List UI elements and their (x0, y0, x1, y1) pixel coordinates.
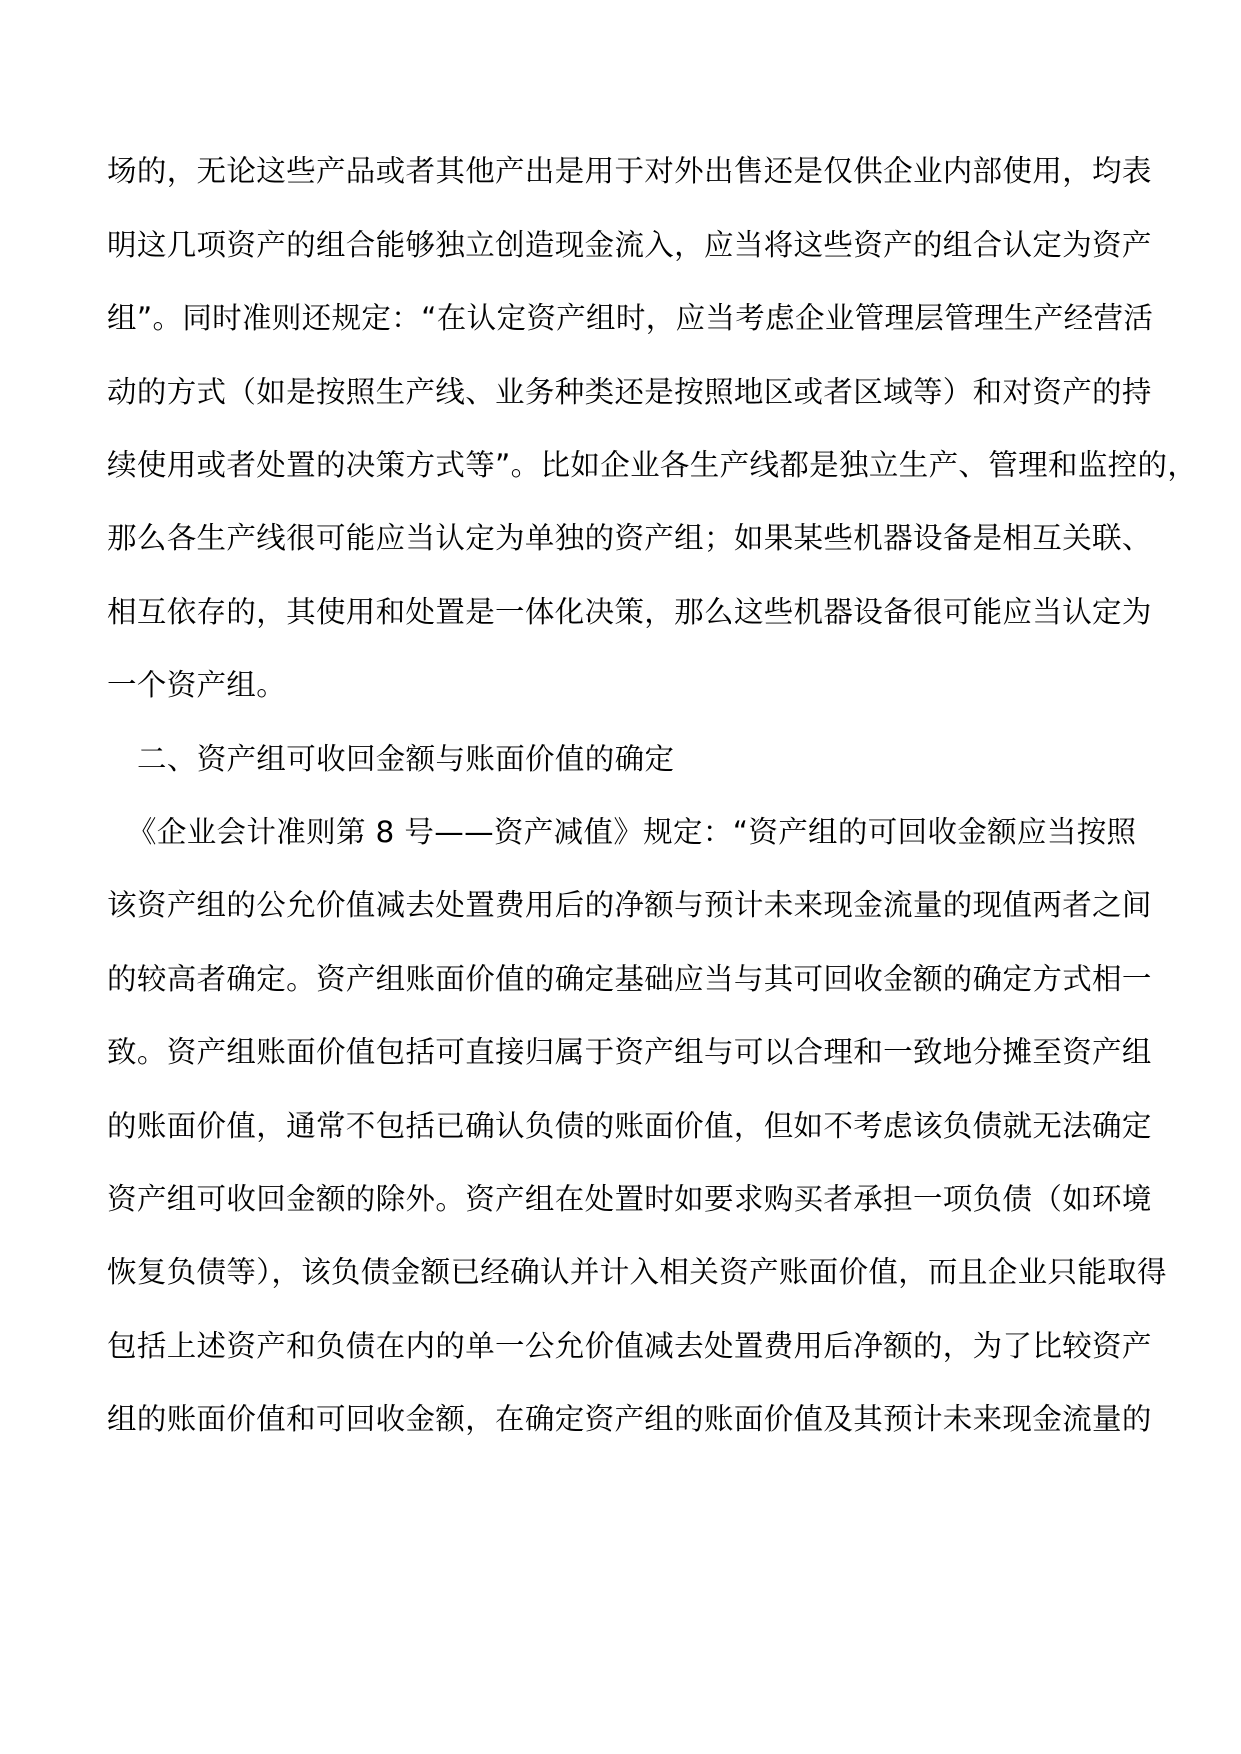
text-line: 《企业会计准则第 8 号——资产减值》规定：“资产组的可回收金额应当按照 (127, 815, 1137, 849)
text-line: 组的账面价值和可回收金额，在确定资产组的账面价值及其预计未来现金流量的 (107, 1402, 1152, 1436)
text-line: 的账面价值，通常不包括已确认负债的账面价值，但如不考虑该负债就无法确定 (107, 1109, 1152, 1143)
text-line: 一个资产组。 (107, 668, 287, 702)
text-line: 相互依存的，其使用和处置是一体化决策，那么这些机器设备很可能应当认定为 (107, 595, 1152, 629)
text-line: 的较高者确定。资产组账面价值的确定基础应当与其可回收金额的确定方式相一 (107, 962, 1152, 996)
text-line: 恢复负债等），该负债金额已经确认并计入相关资产账面价值，而且企业只能取得 (107, 1255, 1167, 1289)
text-line: 组”。同时准则还规定：“在认定资产组时，应当考虑企业管理层管理生产经营活 (107, 301, 1154, 335)
text-line: 动的方式（如是按照生产线、业务种类还是按照地区或者区域等）和对资产的持 (107, 375, 1152, 409)
text-line: 续使用或者处置的决策方式等”。比如企业各生产线都是独立生产、管理和监控的， (107, 448, 1198, 482)
text-line: 那么各生产线很可能应当认定为单独的资产组；如果某些机器设备是相互关联、 (107, 521, 1152, 555)
section-heading: 二、资产组可收回金额与账面价值的确定 (137, 742, 675, 776)
text-line: 场的，无论这些产品或者其他产出是用于对外出售还是仅供企业内部使用，均表 (107, 154, 1152, 188)
text-line: 该资产组的公允价值减去处置费用后的净额与预计未来现金流量的现值两者之间 (107, 888, 1152, 922)
text-line: 致。资产组账面价值包括可直接归属于资产组与可以合理和一致地分摊至资产组 (107, 1035, 1152, 1069)
text-line: 包括上述资产和负债在内的单一公允价值减去处置费用后净额的，为了比较资产 (107, 1329, 1152, 1363)
text-line: 明这几项资产的组合能够独立创造现金流入，应当将这些资产的组合认定为资产 (107, 228, 1152, 262)
text-line: 资产组可收回金额的除外。资产组在处置时如要求购买者承担一项负债（如环境 (107, 1182, 1152, 1216)
